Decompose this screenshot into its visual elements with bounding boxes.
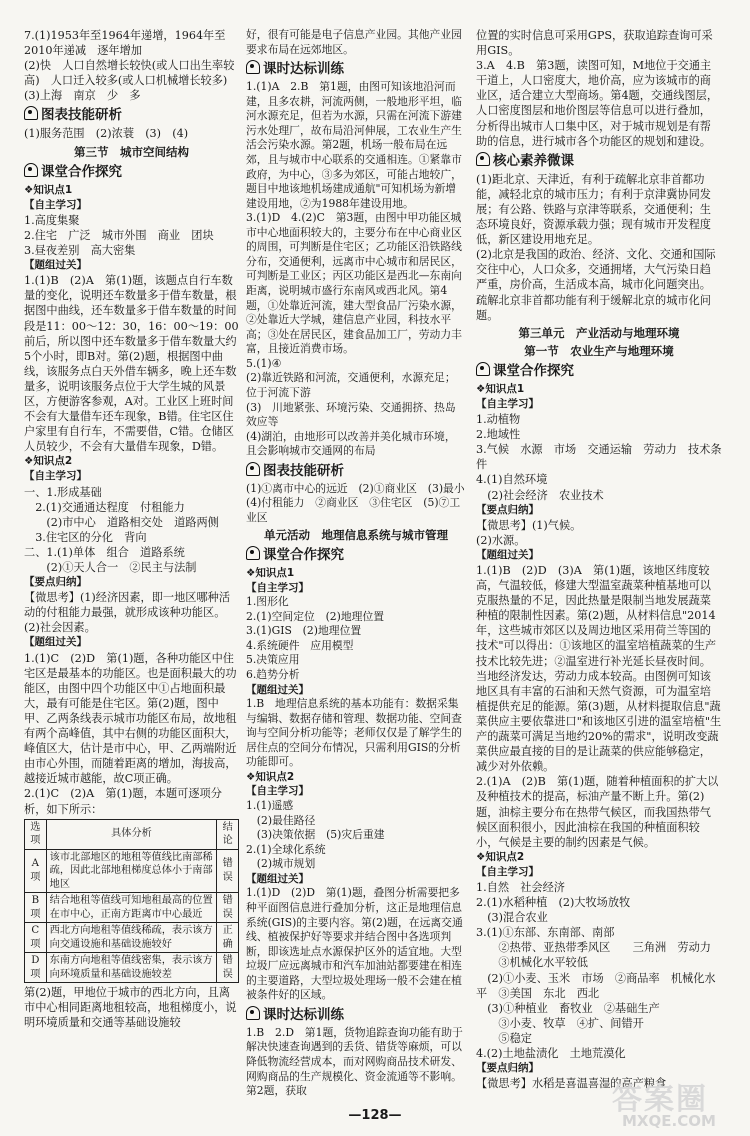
sub-label: ❖知识点2: [246, 770, 295, 783]
answer-paragraph: 1.(1)C (2)D 第(1)题，各种功能区中住宅区是最基本的功能区。也是面积最大的功能区，由图中四个功能区中①占地面积最大，最有可能是住宅区。第(2)题，图中甲、乙两条线表示城市功能区布局，故地租有两个高峰值，其中右侧的功能区面积大，峰值区大，估计是市中心，甲、乙两端附近由市心外围，而随着距离的增加，海拔高，越接近城市越能，故C项正确。: [24, 651, 237, 786]
answer-paragraph: 好，很有可能是电子信息产业园。其他产业园要求布局在远郊地区。: [246, 28, 462, 56]
answer-paragraph: 3.(1)①东部、东南部、南部: [476, 926, 615, 940]
answer-paragraph: 3.(1)D 4.(2)C 第3题，由图中甲功能区城市中心地面积较大的，主要分布在中心商业区的周围，可判断是住宅区；乙功能区沿铁路线分布，交通便利，远离市中心城市和居民区，可判断是工业区；丙区功能区是西北—东南向距离，说明城市盛行东南风或西北风。第4题，①处靠近河流，建大型食品厂污染水源，②处靠近大学城，建信息产业园，科技水平高；③处在居民区，建食品加工厂，劳动力丰富，且接近消费市场。: [246, 211, 462, 356]
lightbulb-icon: [246, 546, 260, 560]
answer-paragraph: 1.B 2.D 第1题，货物追踪查询功能有助于解决快速查询遇到的丢货、错货等麻烦，可以降低物流经营成本，而对网购商品技术研发、网购商品的生产规模化、资金流通等不影响。第2题，获取: [246, 1025, 463, 1098]
answer-paragraph: (2)快 人口自然增长较快(或人口出生率较高) 人口迁入较多(或人口机械增长较多): [24, 59, 235, 88]
sub-label: 【题组过关】: [24, 259, 87, 272]
answer-paragraph: ②热带、亚热带季风区 三角洲 劳动力: [476, 941, 711, 955]
section-heading-text: 课堂合作探究: [41, 163, 122, 180]
answer-paragraph: 1.B 地理信息系统的基本功能有：数据采集与编辑、数据存储和管理、数据功能、空间查询与空间分析功能等；老师仅仅是了解学生的居住点的空间分布情况，只需利用GIS的分析功能即可。: [246, 697, 462, 769]
sub-label: 【题组过关】: [246, 683, 309, 696]
lightbulb-icon: [24, 163, 38, 177]
section-heading: [246, 60, 466, 78]
answer-paragraph: 3.A 4.B 第3题，读图可知，M地位于交通主干道上，人口密度大，地价高，应为该城市的商业区，适合建立大型商场。第4题，交通线图层，人口密度图层和地价图层等信息可以进行叠加，分析得出城市人口集中区，对于城市规划是有帮助的信息，进行城市各个功能区的规划和建设。: [476, 59, 719, 148]
sub-label: 【题组过关】: [246, 872, 309, 885]
section-heading-text: 图表技能研析: [41, 107, 122, 124]
answer-paragraph: 【微思考】(1)气候。: [476, 518, 582, 532]
answer-paragraph: 2.(1)空间定位 (2)地理位置: [246, 609, 385, 623]
answer-paragraph: ③机械化水平较低: [476, 956, 588, 970]
table-cell: 该市北部地区的地租等值线比南部稀疏，因此北部地租梯度总体小于南部地区: [46, 849, 217, 893]
lightbulb-icon: [246, 1006, 260, 1020]
watermark-sub: MXQE.COM: [622, 1112, 716, 1130]
column-left: [24, 28, 239, 1030]
watermark-logo: [612, 1074, 744, 1132]
sub-label: 【要点归纳】: [24, 576, 87, 589]
answer-paragraph: 2.(1)交通通达程度 付租能力: [24, 500, 185, 514]
answer-paragraph: ③小麦、牧草 ④扩、间错开: [476, 1016, 644, 1030]
answer-paragraph: 一、1.形成基础: [24, 485, 102, 499]
table-cell: C项: [25, 923, 47, 953]
column-middle: [246, 28, 476, 1099]
chapter-title: 第三节 城市空间结构: [74, 144, 189, 159]
table-header-cell: 选项: [25, 819, 47, 849]
answer-paragraph: 4.系统硬件 应用模型: [246, 638, 354, 652]
section-heading: [246, 1006, 466, 1024]
answer-paragraph: (2)水源。: [476, 533, 526, 547]
chapter-title: 第三单元 产业活动与地理环境: [518, 325, 680, 340]
answer-paragraph: 2.住宅 广泛 城市外围 商业 团块: [24, 228, 214, 242]
answer-paragraph: (1)距北京、天津近，有利于疏解北京非首都功能，减轻北京的城市压力；有利于京津冀协同发展；有公路、铁路与京津等联系，交通便利；生态环境良好，资源承载力强；现有城市开发程度低，新区建设用地充足。: [476, 172, 711, 247]
answer-paragraph: 2.地域性: [476, 428, 521, 442]
answer-paragraph: 位置的实时信息可采用GPS，获取追踪查询可采用GIS。: [476, 29, 713, 58]
answer-paragraph: 1.自然 社会经济: [476, 880, 565, 894]
answer-paragraph: (2)①天人合一 ②民主与法制: [24, 561, 197, 574]
section-heading: [24, 106, 239, 124]
sub-label: 【自主学习】: [476, 865, 539, 878]
section-heading-text: 课堂合作探究: [493, 362, 574, 379]
section-heading-text: 课堂合作探究: [263, 547, 344, 563]
answer-paragraph: (2)最佳路径: [246, 813, 316, 827]
section-heading: [246, 546, 466, 564]
answer-paragraph: (2)社会经济 农业技术: [476, 488, 604, 502]
lightbulb-icon: [476, 152, 490, 166]
answer-paragraph: 1.高度集聚: [24, 213, 80, 227]
sub-label: 【要点归纳】: [476, 1062, 539, 1075]
answer-paragraph: 1.(1)A 2.B 第1题，由图可知该地沿河而建，且多农耕，河流两侧，一般地形平坦，临河水源充足，但若为水源，只需在河流下游建污水处理厂，故布局沿河伸展，工农业生产生活会污染水源。第2题，机场一般布局在远郊，且与城市中心联系的交通相连。①紧靠市政府，为中心，③多为郊区，可能占地较广，题目中地该地机场建成通航"可知机场为新增建设用地，②为1988年建设用地。: [246, 80, 462, 210]
sub-label: 【题组过关】: [476, 548, 539, 561]
table-cell: 东南方向地租等值线密集，表示该方向环境质量和基础设施较差: [46, 953, 217, 983]
answer-paragraph: (2)①小麦、玉米 市场 ②商品率 机械化水平 ③美国 东北 西北: [476, 971, 716, 1000]
table-cell: D项: [25, 953, 47, 983]
answer-paragraph: 3.住宅区的分化 背向: [24, 530, 147, 544]
lightbulb-icon: [246, 462, 260, 476]
answer-paragraph: 5.决策应用: [246, 653, 300, 667]
answer-paragraph: 4.(1)自然环境: [476, 473, 548, 487]
table-row: [25, 819, 239, 849]
answer-paragraph: 4.(2)土地盐渍化 土地荒漠化: [476, 1047, 626, 1060]
sub-label: 【题组过关】: [24, 636, 87, 649]
answer-paragraph: (4)湖泊，由地形可以改善并美化城市环境，且会影响城市交通网的布局: [246, 429, 456, 458]
section-heading-text: 课时达标训练: [263, 61, 344, 78]
sub-label: 【自主学习】: [246, 785, 309, 798]
answer-paragraph: 1.(1)遥感: [246, 799, 294, 812]
chapter-title: 单元活动 地理信息系统与城市管理: [264, 528, 448, 543]
answer-paragraph: (2)市中心 道路相交处 道路两侧: [24, 515, 219, 529]
table-row: [25, 893, 239, 923]
sub-label: 【自主学习】: [476, 397, 539, 410]
section-heading: [24, 163, 239, 181]
table-row: [25, 953, 239, 983]
answer-paragraph: (1)服务范围 (2)浓蓑 (3) (4): [24, 127, 189, 141]
answer-paragraph: 1.(1)B (2)A 第(1)题，该题点自行车数量的变化，说明还车数量多于借车数量，根据图中曲线，还车数量多于借车数量的时间段是11：00～12：30，16：00～19：00前后，所以图中还车数量多于借车数量大约5个小时，即B对。第(2)题，根据图中曲线，该服务点白天外借车辆多，晚上还车数量多，说明该服务点位于大学生城的风景区，方便游客参观，A对。工业区上班时间不会有大量借车还车现象，B错。住宅区住户家里有自行车，不需要借，C错。仓储区人员较少，不会有大量借车现象，D错。: [24, 274, 239, 454]
answer-paragraph: 1.(1)D (2)D 第(1)题，叠图分析需要把多种平面图信息进行叠加分析，这正是地理信息系统(GIS)的主要内容。第(2)题，在远离交通线、植被保护好等要求并结合图中各选项判断，即该选址点水源保护区外的适宜地。大型垃圾厂应远离城市和汽车加油站都要建在相连的主要道路，大型垃圾处理场一般不会建在植被条件好的区域。: [246, 886, 463, 1002]
answer-paragraph: 1.图形化: [246, 595, 289, 609]
section-heading-text: 核心素养微课: [493, 152, 574, 169]
answer-paragraph: (3)上海 南京 少 多: [24, 89, 141, 103]
answer-paragraph: 2.(1)水稻种植 (2)大牧场放牧: [476, 896, 631, 910]
page-number: —128—: [348, 1108, 402, 1123]
watermark-main: 答案圈: [612, 1082, 708, 1117]
answer-paragraph: (3) 川地紧张、环境污染、交通拥挤、热岛效应等: [246, 400, 456, 429]
lightbulb-icon: [476, 362, 490, 376]
answer-paragraph: (1)①离市中心的远近 (2)①商业区 (3)最小 (4)付租能力 ②商业区 ③住宅区 (5)⑦工业区: [246, 481, 476, 524]
sub-label: ❖知识点2: [476, 850, 525, 863]
answer-paragraph: 二、1.(1)单体 组合 道路系统: [24, 545, 185, 559]
answer-paragraph: (2)北京是我国的政治、经济、文化、交通和国际交往中心，人口众多，交通拥堵，大气污染日趋严重，房价高，生活成本高，城市化问题突出。疏解北京非首都功能有利于缓解北京的城市化问题。: [476, 248, 716, 322]
answer-paragraph: 6.趋势分析: [246, 667, 300, 681]
answer-paragraph: (3)决策依据 (5)灾后重建: [246, 828, 385, 842]
table-cell: 错误: [217, 953, 239, 983]
sub-label: ❖知识点1: [246, 567, 295, 579]
sub-label: ❖知识点1: [24, 183, 73, 196]
answer-paragraph: 【微思考】(1)经济因素，即一地区哪种活动的付租能力最强，就形成该种功能区。(2)社会因素。: [24, 591, 231, 635]
answer-paragraph: (3)①种植业 畜牧业 ②基础生产: [476, 1001, 660, 1015]
sub-label: 【自主学习】: [24, 198, 87, 211]
chapter-title: 第一节 农业生产与地理环境: [524, 343, 674, 358]
lightbulb-icon: [24, 106, 38, 120]
answer-paragraph: 1.动植物: [476, 413, 521, 427]
sub-label: 【要点归纳】: [476, 503, 539, 516]
table-cell: B项: [25, 893, 47, 923]
answer-paragraph: 2.(1)A (2)B 第(1)题，随着种植面积的扩大以及种植技术的提高，标油产量不断上升。第(2)题，油棕主要分布在热带气候区，而我国热带气候区面积很小，因此油棕在我国的种植面积较小，气候是主要的制约因素是气候。: [476, 775, 719, 849]
table-cell: 错误: [217, 849, 239, 893]
answer-paragraph: (2)靠近铁路和河流，交通便利，水源充足；位于河流下游: [246, 371, 456, 399]
sub-label: ❖知识点1: [476, 382, 525, 395]
answer-paragraph: (3)混合农业: [476, 911, 548, 925]
section-heading-text: 课时达标训练: [263, 1006, 344, 1023]
answer-paragraph: 2.(1)C (2)A 第(1)题，本题可逐项分析，如下所示：: [24, 787, 222, 816]
table-cell: 西北方向地租等值线稀疏，表示该方向交通设施和基础设施较好: [46, 923, 217, 953]
section-heading-text: 图表技能研析: [263, 462, 344, 479]
answer-paragraph: 1.(1)B (2)D (3)A 第(1)题，该地区纬度较高，气温较低，修建大型温室蔬菜种植基地可以克服热量的不足，因此热量是限制当地发展蔬菜种植的限制性因素。第(2)题，从材料信息"2014年，这些城市郊区以及周边地区采用荷兰等国的技术"可以得出：①该地区的温室培植蔬菜的生产技术比较先进；②温室进行补光延长昼夜时间。当地经济发达，劳动力成本较高。由图例可知该地区具有丰富的石油和天然气资源，可为温室培植提供充足的能源。第(3)题，从材料提取信息"蔬菜供应主要依靠进口"和该地区引进的温室培植"生产的蔬菜可满足当地约20%的需求"，说明改变蔬菜供应最直接的目的是让蔬菜的供应能够稳定，减少对外依赖。: [476, 564, 722, 774]
column-right: [476, 28, 722, 1091]
answer-paragraph: 5.(1)④: [246, 356, 282, 370]
table-cell: 错误: [217, 893, 239, 923]
answer-paragraph: 第(2)题，甲地位于城市的西北方向，且离市中心相同距离地租较高，地租梯度小，说明环境质量和交通等基础设施较: [24, 986, 237, 1030]
sub-label: 【自主学习】: [246, 581, 309, 594]
answer-paragraph: 7.(1)1953年至1964年递增，1964年至2010年递减 逐年增加: [24, 29, 226, 58]
table-cell: 正确: [217, 923, 239, 953]
answer-paragraph: 【微思考】水稻是喜温喜湿的高产粮食: [476, 1077, 667, 1091]
table-header-cell: 具体分析: [46, 819, 217, 849]
section-heading: [246, 462, 466, 480]
lightbulb-icon: [246, 60, 260, 74]
table-cell: A项: [25, 849, 47, 893]
answer-paragraph: 3.(1)GIS (2)地理位置: [246, 624, 362, 638]
answer-paragraph: ⑤稳定: [476, 1031, 532, 1045]
table-row: [25, 923, 239, 953]
sub-label: ❖知识点2: [24, 455, 73, 468]
answer-paragraph: (2)城市规划: [246, 857, 316, 871]
section-heading: [476, 362, 722, 380]
answer-paragraph: 2.(1)全球化系统: [246, 842, 326, 856]
answer-paragraph: 3.气候 水源 市场 交通运输 劳动力 技术条件: [476, 443, 722, 472]
table-row: [25, 849, 239, 893]
table-header-cell: 结论: [217, 819, 239, 849]
section-heading: [476, 152, 722, 170]
sub-label: 【自主学习】: [24, 470, 87, 483]
analysis-table: [24, 819, 239, 984]
table-cell: 结合地租等值线可知地租最高的位置在市中心，正南方距离市中心最近: [46, 893, 217, 923]
answer-paragraph: 3.昼夜差别 高大密集: [24, 244, 136, 258]
